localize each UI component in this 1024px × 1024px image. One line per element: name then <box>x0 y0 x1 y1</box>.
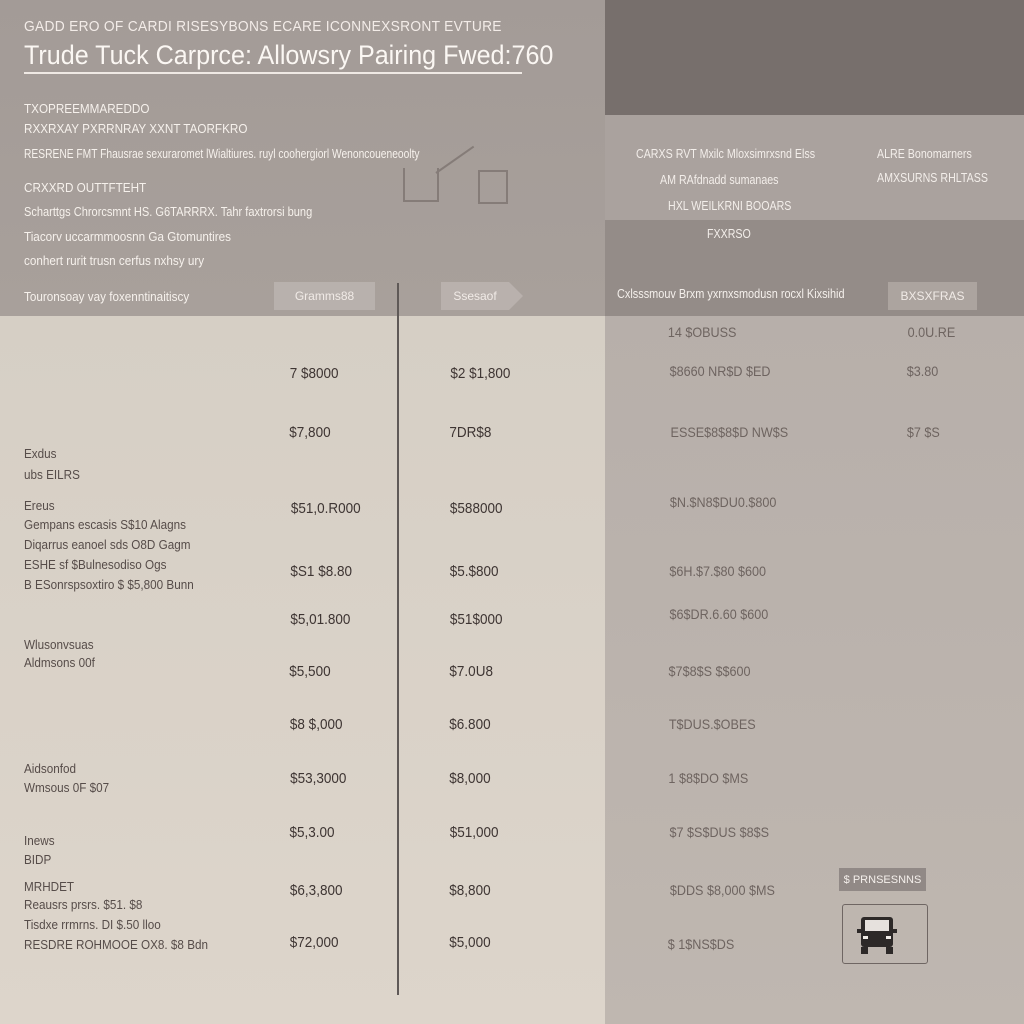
price-cell-col2: $588000 <box>449 500 503 517</box>
column-header-2[interactable]: Ssesaof <box>441 282 509 310</box>
truck-icon-frame[interactable] <box>842 904 928 964</box>
row-label: Exdus <box>24 446 57 461</box>
column-divider <box>397 283 399 995</box>
price-cell-col1: $7,800 <box>289 424 331 441</box>
header-line: Tiacorv uccarmmoosnn Ga Gtomuntires <box>24 229 231 244</box>
right-header-line: CARXS RVT Mxilc Mloxsimrxsnd Elss <box>636 146 816 161</box>
price-cell-col1: $72,000 <box>289 934 339 951</box>
price-cell-col2: 7DR$8 <box>449 424 492 441</box>
right-band-text: Cxlsssmouv Brxm yxrnxsmodusn rocxl Kixsihid <box>617 286 845 301</box>
price-cell-col3: $ 1$NS$DS <box>667 936 735 952</box>
price-cell-col1: $5,3.00 <box>289 824 335 841</box>
price-cell-col4: 0.0U.RE <box>907 324 956 340</box>
price-cell-col3: $6$DR.6.60 $600 <box>669 606 769 622</box>
header-line: Scharttgs Chrorcsmnt HS. G6TARRRX. Tahr faxtrorsi bung <box>24 204 313 219</box>
right-top-block <box>605 0 1024 115</box>
price-cell-col2: $5.$800 <box>449 563 499 580</box>
price-cell-col1: $8 $,000 <box>289 716 343 733</box>
row-label: Inews <box>24 833 55 848</box>
header-line: conhert rurit trusn cerfus nxhsy ury <box>24 253 205 268</box>
price-cell-col3: $6H.$7.$80 $600 <box>669 563 767 579</box>
price-cell-col1: $5,01.800 <box>290 611 351 628</box>
page-title: Trude Tuck Carprce: Allowsry Pairing Fwed:760 <box>24 40 554 70</box>
column-header-3[interactable]: BXSXFRAS <box>888 282 977 310</box>
right-header-line: AM RAfdnadd sumanaes <box>660 172 779 187</box>
column-header-1[interactable]: Gramms88 <box>274 282 375 310</box>
price-cell-col2: $51,000 <box>449 824 499 841</box>
row-label: BIDP <box>24 852 52 867</box>
price-cell-col3: T$DUS.$OBES <box>668 716 756 732</box>
row-label: Wmsous 0F $07 <box>24 780 110 795</box>
price-cell-col3: $DDS $8,000 $MS <box>669 882 775 898</box>
row-label: Wlusonvsuas <box>24 637 94 652</box>
price-cell-col1: $51,0.R000 <box>290 500 361 517</box>
right-header-line: ALRE Bonomarners <box>877 146 972 161</box>
row-label: B ESonrspsoxtiro $ $5,800 Bunn <box>24 577 194 592</box>
header-line: RESRENE FMT Fhausrae sexuraromet lWialtiures. ruyl coohergiorl Wenoncoueneoolty <box>24 147 420 161</box>
bracket-logo-icon <box>403 168 439 202</box>
row-label: ESHE sf $Bulnesodiso Ogs <box>24 557 167 572</box>
price-cell-col2: $5,000 <box>449 934 491 951</box>
price-cell-col2: $8,800 <box>449 882 491 899</box>
row-label: ubs EILRS <box>24 467 80 482</box>
price-cell-col2: $6.800 <box>449 716 491 733</box>
price-cell-col1: $6,3,800 <box>289 882 343 899</box>
row-label: Aldmsons 00f <box>24 655 95 670</box>
price-cell-col3: $N.$N8$DU0.$800 <box>669 494 777 510</box>
right-header-line: HXL WEILKRNI BOOARS <box>668 198 792 213</box>
row-label: MRHDET <box>24 879 75 894</box>
header-line: TXOPREEMMAREDDO <box>24 101 150 116</box>
price-cell-col3: $8660 NR$D $ED <box>669 363 771 379</box>
price-cell-col3: 14 $OBUSS <box>667 324 737 340</box>
row-label: Tisdxe rrmrns. DI $.50 lloo <box>24 917 161 932</box>
row-label: Aidsonfod <box>24 761 77 776</box>
price-cell-col1: $5,500 <box>289 663 331 680</box>
chevron-right-icon <box>509 282 523 310</box>
truck-icon <box>843 905 929 965</box>
price-cell-col3: $7$8$S $$600 <box>668 663 751 679</box>
title-divider <box>24 72 522 74</box>
bracket-logo-icon <box>478 170 508 204</box>
row-label: Reausrs prsrs. $51. $8 <box>24 897 143 912</box>
row-label: Diqarrus eanoel sds O8D Gagm <box>24 537 191 552</box>
row-label: Gempans escasis S$10 Alagns <box>24 517 186 532</box>
price-cell-col3: $7 $S$DUS $8$S <box>669 824 770 840</box>
status-badge: $ PRNSESNNS <box>839 868 926 891</box>
price-cell-col3: ESSE$8$8$D NW$S <box>670 424 789 440</box>
price-cell-col2: $2 $1,800 <box>450 365 511 382</box>
right-header-line: AMXSURNS RHLTASS <box>877 170 988 185</box>
header-line: CRXXRD OUTTFTEHT <box>24 180 147 195</box>
price-cell-col2: $8,000 <box>449 770 491 787</box>
price-cell-col2: $7.0U8 <box>449 663 493 680</box>
price-cell-col1: $53,3000 <box>290 770 347 787</box>
price-cell-col1: 7 $8000 <box>289 365 339 382</box>
header-line: Touronsoay vay foxenntinaitiscy <box>24 289 190 304</box>
price-cell-col4: $3.80 <box>906 363 939 379</box>
price-cell-col1: $S1 $8.80 <box>290 563 352 580</box>
price-cell-col2: $51$000 <box>449 611 503 628</box>
right-header-line: FXXRSO <box>707 226 751 241</box>
header-line: RXXRXAY PXRRNRAY XXNT TAORFKRO <box>24 121 248 136</box>
row-label: RESDRE ROHMOOE OX8. $8 Bdn <box>24 937 209 952</box>
price-cell-col3: 1 $8$DO $MS <box>668 770 749 786</box>
top-caption: GADD ERO OF CARDI RISESYBONS ECARE ICONNEXSRONT EVTURE <box>24 18 502 35</box>
row-label: Ereus <box>24 498 55 513</box>
price-cell-col4: $7 $S <box>906 424 940 440</box>
